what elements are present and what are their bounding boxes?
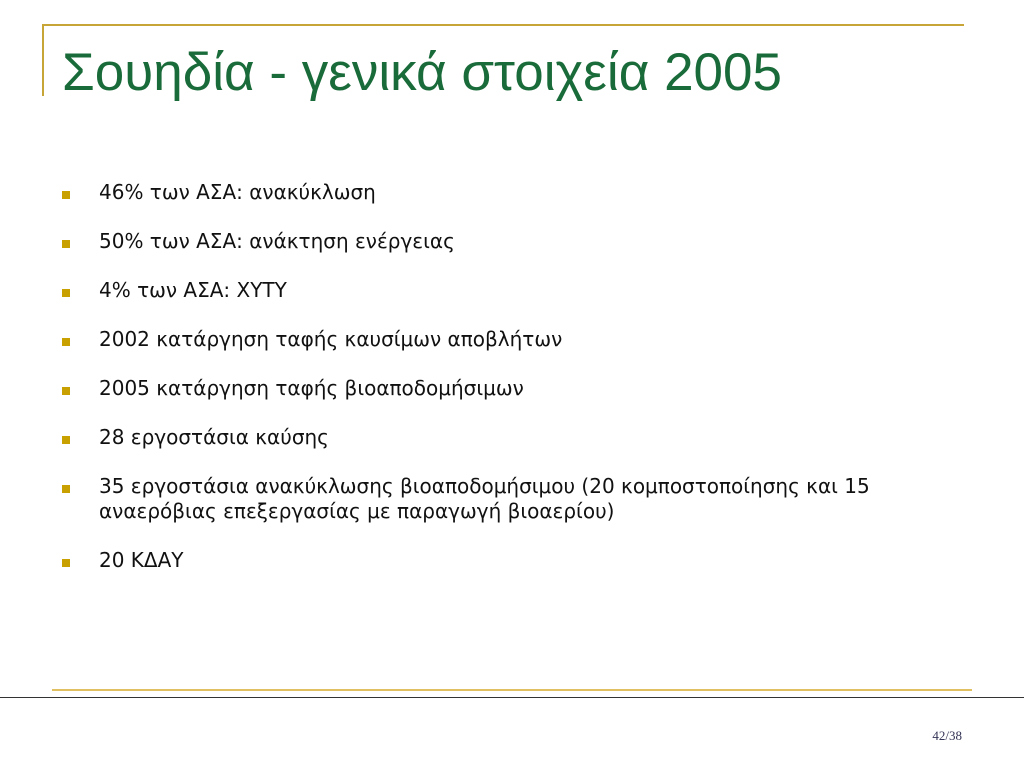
bullet-text: 46% των ΑΣΑ: ανακύκλωση: [99, 180, 376, 204]
square-bullet-icon: [62, 485, 70, 493]
square-bullet-icon: [62, 436, 70, 444]
bullet-item: [62, 548, 962, 573]
bullet-text: 2002 κατάργηση ταφής καυσίμων αποβλήτων: [99, 327, 563, 351]
bullet-item: [62, 180, 962, 205]
bullet-text: 2005 κατάργηση ταφής βιοαποδομήσιμων: [99, 376, 524, 400]
title-left-rule: [42, 24, 44, 96]
bullet-text: 28 εργοστάσια καύσης: [99, 425, 329, 449]
bullet-text: 35 εργοστάσια ανακύκλωσης βιοαποδομήσιμου (20 κομποστοποίησης και 15 αναερόβιας επεξεργασίας με παραγωγή βιοαερίου): [99, 474, 870, 523]
square-bullet-icon: [62, 240, 70, 248]
bullet-item: [62, 278, 962, 303]
square-bullet-icon: [62, 338, 70, 346]
bullet-text: 4% των ΑΣΑ: ΧΥΤΥ: [99, 278, 287, 302]
square-bullet-icon: [62, 191, 70, 199]
bullet-item: [62, 327, 962, 352]
bullet-text: 50% των ΑΣΑ: ανάκτηση ενέργειας: [99, 229, 455, 253]
bullet-item: [62, 425, 962, 450]
slide-title: Σουηδία - γενικά στοιχεία 2005: [62, 43, 782, 102]
bullet-text: 20 ΚΔΑΥ: [99, 548, 184, 572]
footer-dark-rule: [0, 697, 1024, 698]
square-bullet-icon: [62, 289, 70, 297]
bullet-item: [62, 474, 962, 524]
square-bullet-icon: [62, 559, 70, 567]
square-bullet-icon: [62, 387, 70, 395]
title-top-rule: [42, 24, 964, 26]
bullet-list: [62, 180, 962, 597]
page-number: 42/38: [932, 728, 962, 743]
bullet-item: [62, 376, 962, 401]
bullet-item: [62, 229, 962, 254]
footer-gold-rule: [52, 689, 972, 691]
